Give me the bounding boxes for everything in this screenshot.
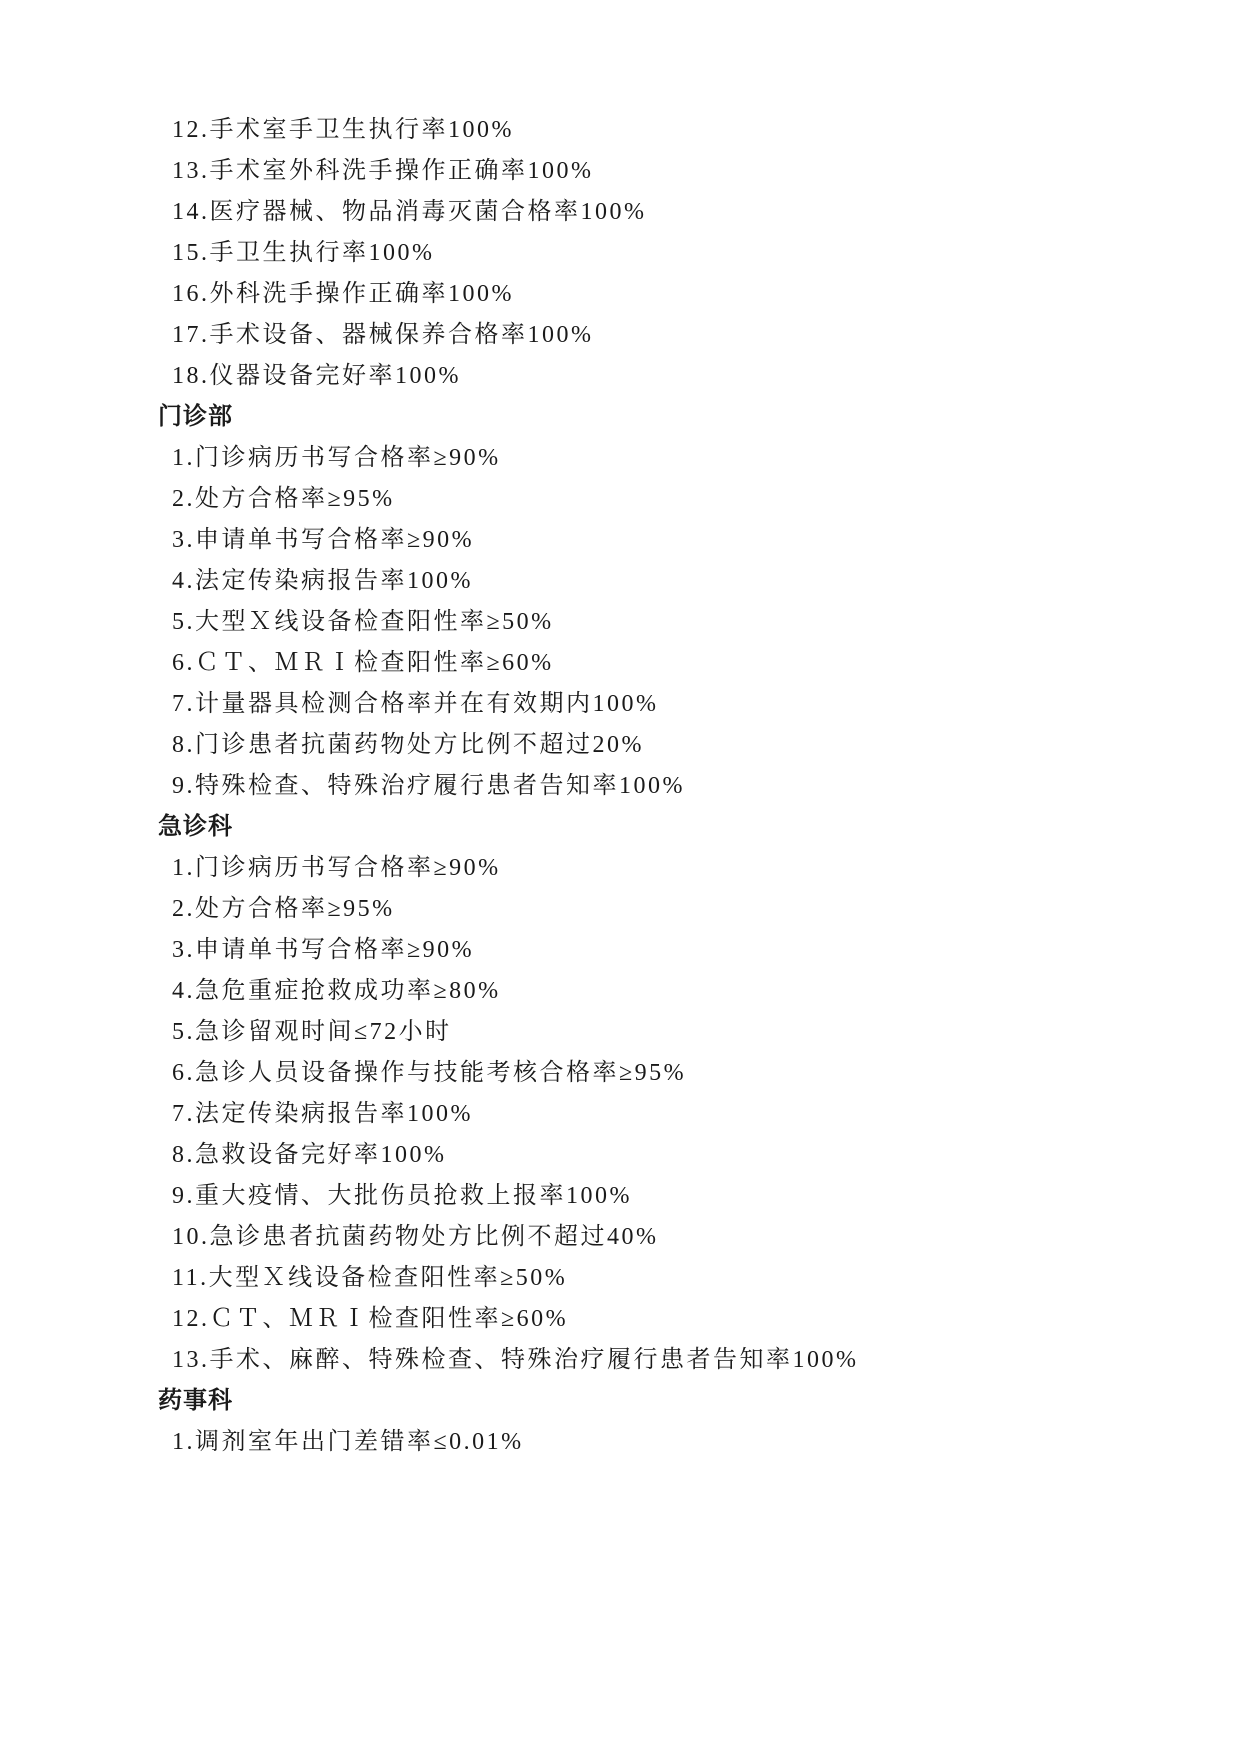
list-item: 2.处方合格率≥95% <box>172 896 395 922</box>
list-item: 8.急救设备完好率100% <box>172 1142 447 1168</box>
section-emergency <box>0 807 1241 1381</box>
list-item: 7.法定传染病报告率100% <box>172 1101 473 1127</box>
list-item: 3.申请单书写合格率≥90% <box>172 527 475 553</box>
continued-list <box>0 110 1241 397</box>
list-item: 5.急诊留观时间≤72小时 <box>172 1019 452 1045</box>
list-item: 3.申请单书写合格率≥90% <box>172 937 475 963</box>
list-item: 1.调剂室年出门差错率≤0.01% <box>172 1429 524 1455</box>
list-item: 6.ＣＴ、ＭＲＩ检查阳性率≥60% <box>172 650 554 676</box>
section-heading: 门诊部 <box>158 404 233 430</box>
list-item: 6.急诊人员设备操作与技能考核合格率≥95% <box>172 1060 687 1086</box>
list-item: 15.手卫生执行率100% <box>172 240 435 266</box>
list-item: 13.手术、麻醉、特殊检查、特殊治疗履行患者告知率100% <box>172 1347 859 1373</box>
list-item: 7.计量器具检测合格率并在有效期内100% <box>172 691 659 717</box>
list-item: 4.急危重症抢救成功率≥80% <box>172 978 501 1004</box>
list-item: 9.特殊检查、特殊治疗履行患者告知率100% <box>172 773 685 799</box>
list-item: 12.ＣＴ、ＭＲＩ检查阳性率≥60% <box>172 1306 569 1332</box>
document-body <box>0 110 1241 1463</box>
list-item: 13.手术室外科洗手操作正确率100% <box>172 158 594 184</box>
list-item: 5.大型Ｘ线设备检查阳性率≥50% <box>172 609 554 635</box>
list-item: 18.仪器设备完好率100% <box>172 363 461 389</box>
section-heading: 药事科 <box>158 1388 233 1414</box>
section-outpatient <box>0 397 1241 807</box>
list-item: 4.法定传染病报告率100% <box>172 568 473 594</box>
list-item: 1.门诊病历书写合格率≥90% <box>172 855 501 881</box>
section-heading: 急诊科 <box>158 814 233 840</box>
list-item: 10.急诊患者抗菌药物处方比例不超过40% <box>172 1224 659 1250</box>
list-item: 1.门诊病历书写合格率≥90% <box>172 445 501 471</box>
section-pharmacy <box>0 1381 1241 1463</box>
list-item: 8.门诊患者抗菌药物处方比例不超过20% <box>172 732 644 758</box>
list-item: 11.大型Ｘ线设备检查阳性率≥50% <box>172 1265 568 1291</box>
list-item: 9.重大疫情、大批伤员抢救上报率100% <box>172 1183 632 1209</box>
list-item: 17.手术设备、器械保养合格率100% <box>172 322 594 348</box>
list-item: 2.处方合格率≥95% <box>172 486 395 512</box>
list-item: 14.医疗器械、物品消毒灭菌合格率100% <box>172 199 647 225</box>
list-item: 12.手术室手卫生执行率100% <box>172 117 514 143</box>
list-item: 16.外科洗手操作正确率100% <box>172 281 514 307</box>
